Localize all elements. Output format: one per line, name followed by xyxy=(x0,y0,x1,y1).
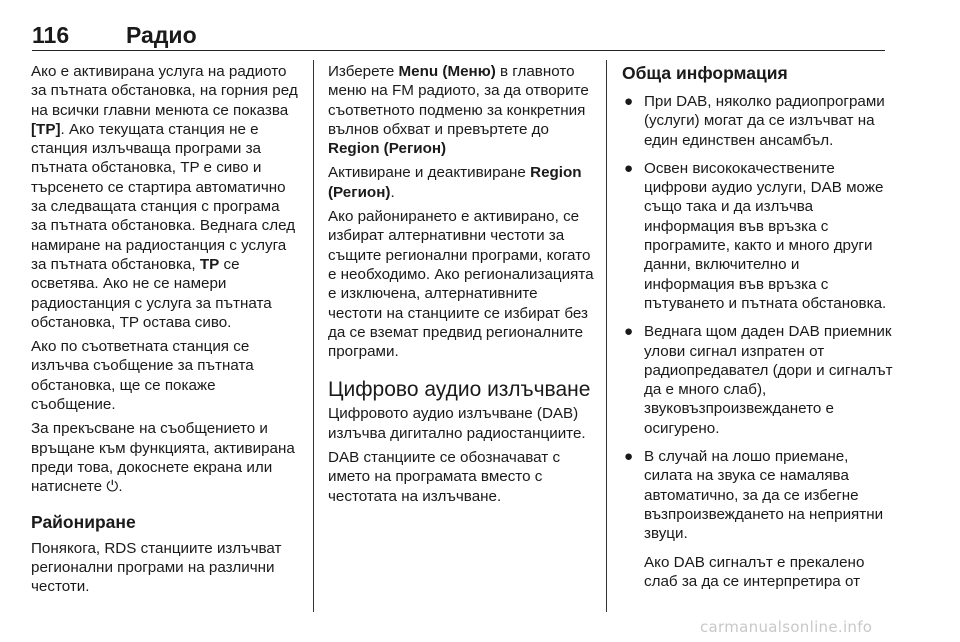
section-heading-general: Обща информация xyxy=(622,63,788,83)
list-item xyxy=(622,447,894,543)
info-list xyxy=(622,92,894,544)
section-heading-dab: Цифрово аудио излъчване xyxy=(328,378,591,402)
text-span: се осветява. Ако не се намери радиостанция с услуга за пътната обстановка, TP остава сиво. xyxy=(31,255,272,331)
page-header xyxy=(32,22,927,52)
text-span: . Ако текущата станция не е станция излъчваща програми за пътната обстановка, TP е сиво и търсенето се стартира автоматично за следващата станция с програма за пътната обстановка. Веднага след намиране на радиостанция с услуга за пътната обстановка, xyxy=(31,120,296,273)
list-item-text: При DAB, няколко радиопрограми (услуги) могат да се излъчват на един единствен ансамбъл. xyxy=(644,93,885,149)
text-span: . xyxy=(390,183,395,201)
power-icon: ⏻ xyxy=(106,478,119,496)
section-heading-regionalization: Райониране xyxy=(31,511,136,532)
text-span: в главното меню на FM радиото, за да отворите съответното подменю за конкретния вълнов обхват и превъртете до xyxy=(328,63,589,138)
column-3 xyxy=(622,62,894,596)
list-item xyxy=(622,159,894,313)
page-number: 116 xyxy=(32,22,70,48)
dab-weak-signal-paragraph: Ако DAB сигналът е прекалено слаб за да се интерпретира от xyxy=(644,553,865,590)
announcement-paragraph: Ако по съответната станция се излъчва съобщение за пътната обстановка, ще се покаже съобщение. xyxy=(31,338,254,414)
list-item-text: Освен висококачествените цифрови аудио услуги, DAB може също така и да излъчва информация във връзка с програмите, както и много други данни, включително и информация във връзка с пътуването и пътната обстановка. xyxy=(644,159,887,312)
activate-paragraph xyxy=(328,163,594,202)
column-divider-1 xyxy=(313,60,314,612)
region-label: Region (Регион) xyxy=(328,164,582,201)
page-title: Радио xyxy=(126,22,197,48)
tp-label: [TP] xyxy=(31,120,61,138)
tp-paragraph xyxy=(31,62,299,332)
menu-label: Menu (Меню) xyxy=(398,63,496,80)
list-item xyxy=(622,322,894,438)
list-item xyxy=(622,92,894,150)
interrupt-paragraph xyxy=(31,419,299,496)
bullet-icon: ● xyxy=(624,448,634,466)
bullet-icon: ● xyxy=(624,159,634,177)
watermark: carmanualsonline.info xyxy=(700,618,873,636)
menu-paragraph xyxy=(328,62,594,158)
column-2 xyxy=(328,62,594,511)
list-item-text: В случай на лошо приемане, силата на звука се намалява автоматично, за да се избегне възпроизвеждането на неприятни звуци. xyxy=(644,448,884,543)
bullet-icon: ● xyxy=(624,323,634,341)
text-span: Активиране и деактивиране xyxy=(328,164,531,182)
column-1 xyxy=(31,62,299,601)
text-span: Ако е активирана услуга на радиото за пътната обстановка, на горния ред на всички главни менюта се показва xyxy=(31,63,298,119)
text-span: . xyxy=(118,478,123,496)
dab-name-paragraph: DAB станциите се обозначават с името на програмата вместо с честотата на излъчване. xyxy=(328,449,561,505)
text-span: Изберете xyxy=(328,63,399,80)
dab-intro-paragraph: Цифровото аудио излъчване (DAB) излъчва дигитално радиостанциите. xyxy=(328,405,586,442)
regionalization-paragraph: Понякога, RDS станциите излъчват регионални програми на различни честоти. xyxy=(31,539,282,596)
region-explain-paragraph: Ако районирането е активирано, се избират алтернативни честоти за същите регионални програми, когато е необходимо. Ако регионализацията е изключена, алтернативните честоти на станциите се избират без да се вземат предвид регионалните програми. xyxy=(328,208,594,361)
bullet-icon: ● xyxy=(624,93,634,110)
text-span: За прекъсване на съобщението и връщане към функцията, активирана преди това, докоснете екрана или натиснете xyxy=(31,420,295,496)
column-divider-2 xyxy=(606,60,607,612)
region-label: Region (Регион) xyxy=(328,140,447,158)
list-item-text: Веднага щом даден DAB приемник улови сигнал изпратен от радиопредавател (дори и сигналът да е много слаб), звуковъзпроизвеждането е осигурено. xyxy=(644,323,893,437)
header-rule xyxy=(32,50,885,51)
tp-label: TP xyxy=(199,255,220,273)
